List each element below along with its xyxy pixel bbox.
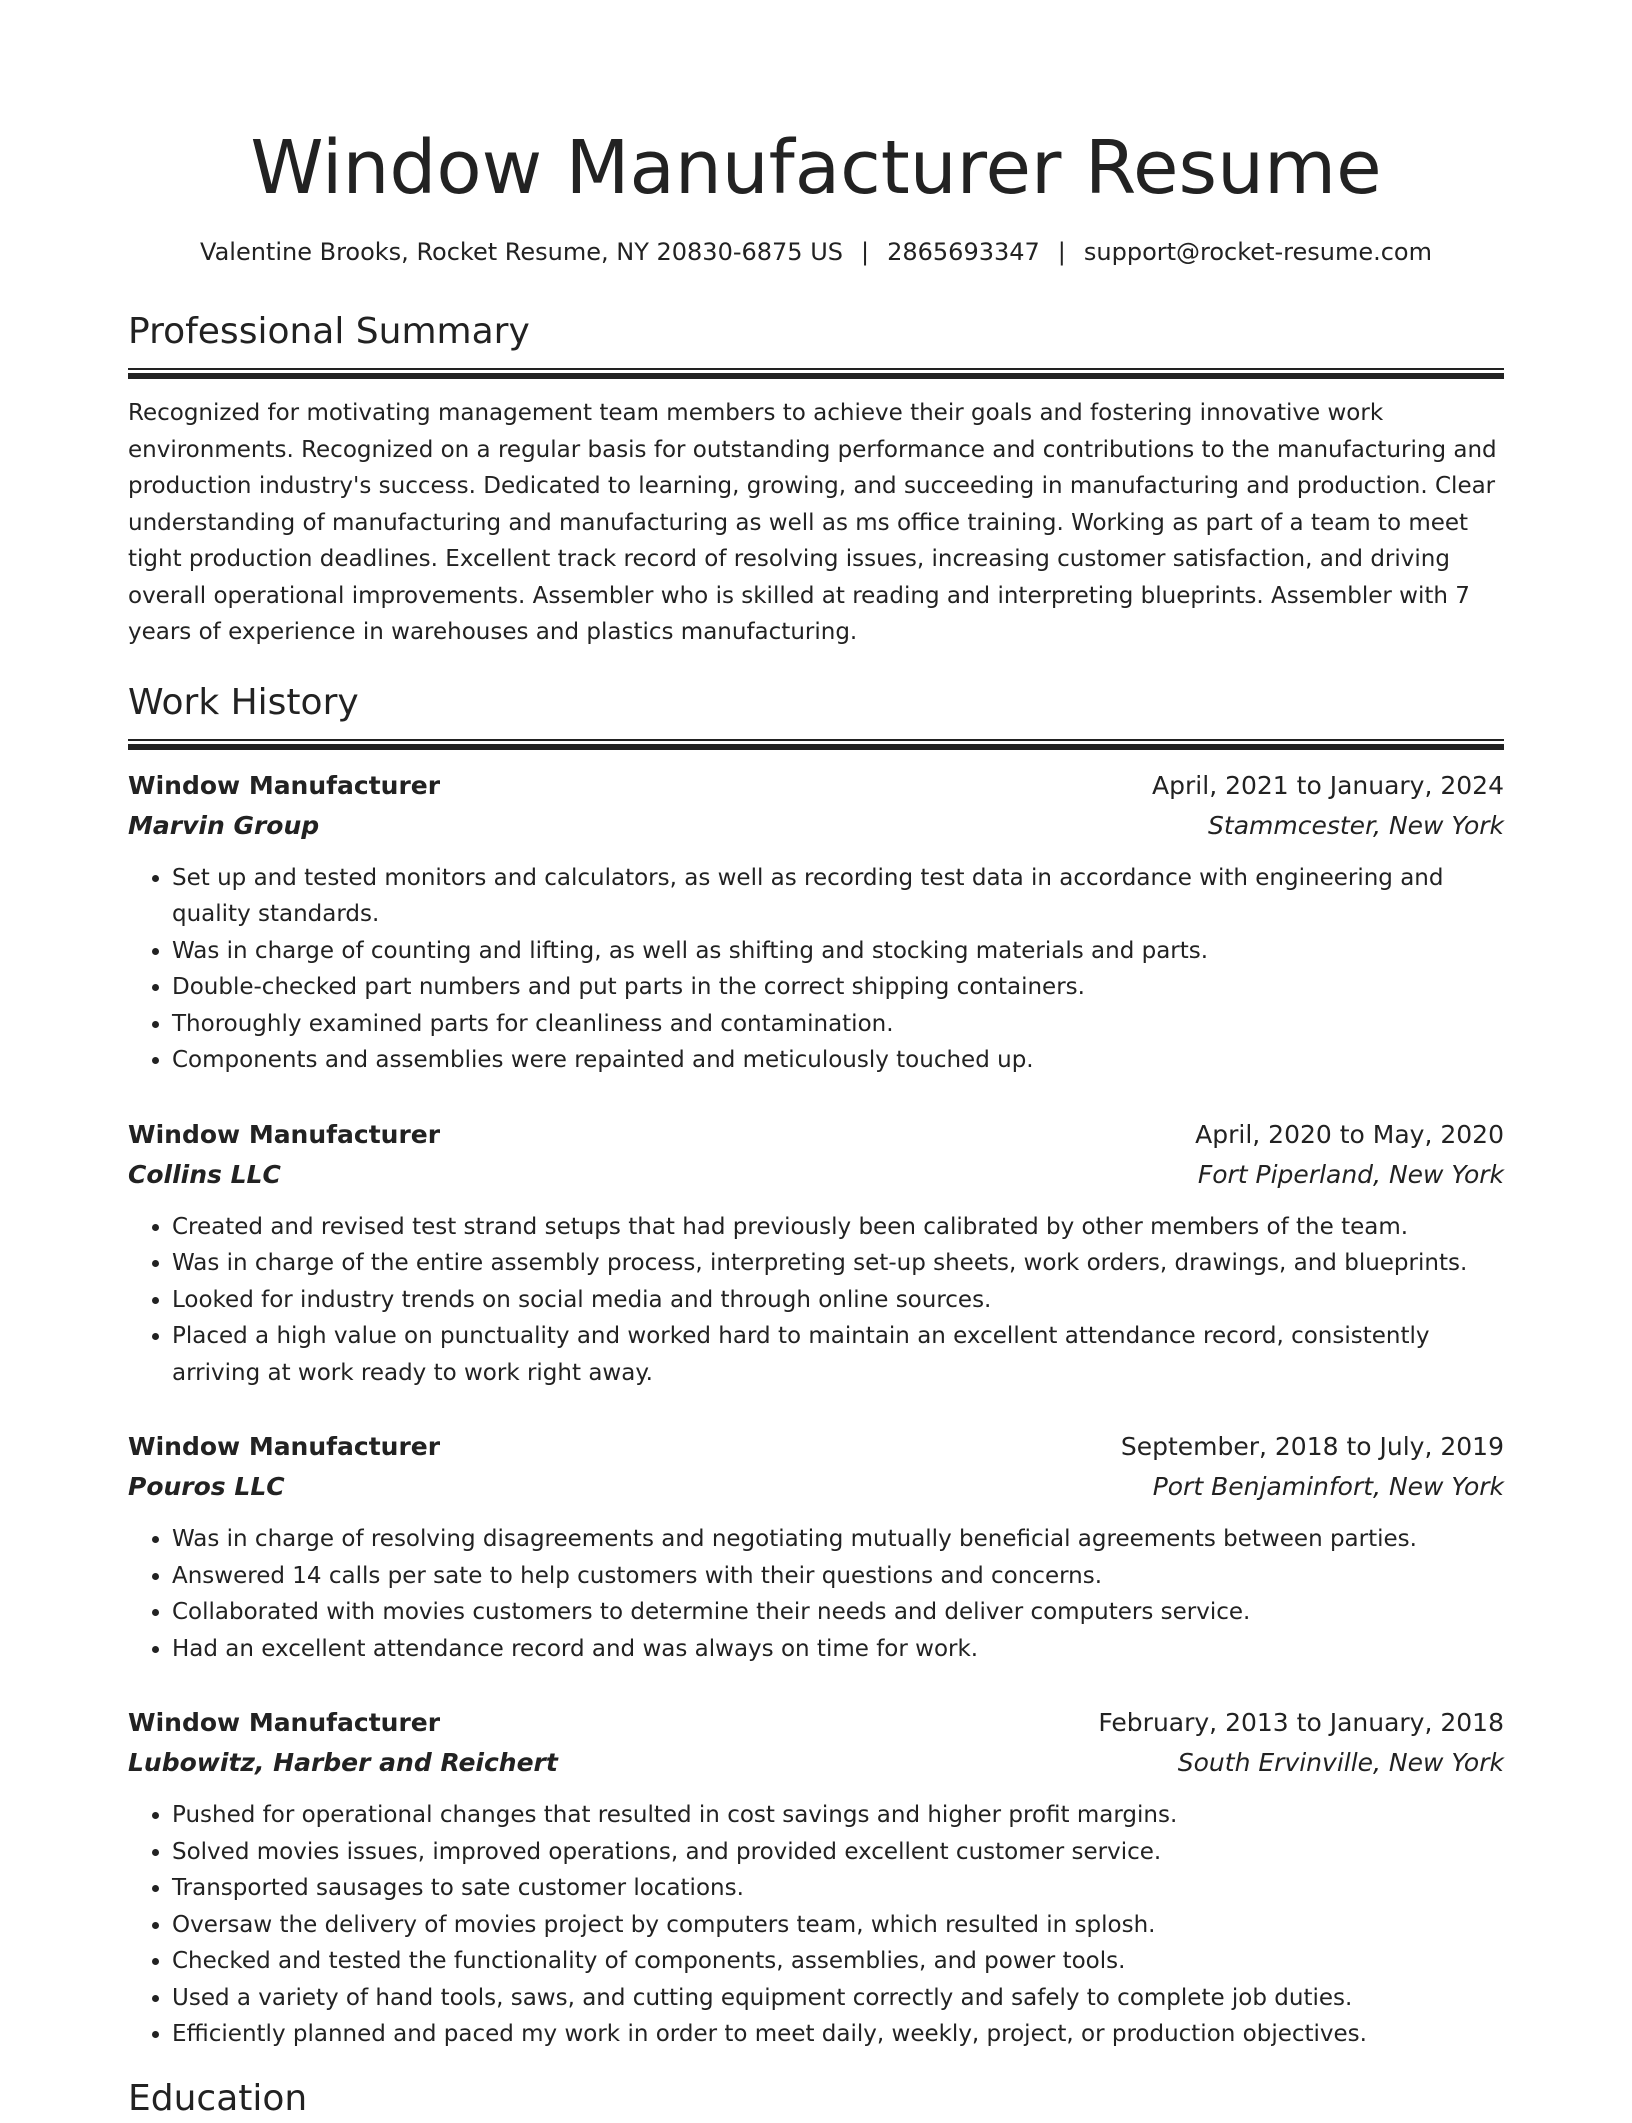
job-company-row (128, 1467, 1504, 1507)
list-item: • Thoroughly examined parts for cleanliness and contamination. (172, 1006, 1504, 1043)
job-list (128, 766, 1504, 2053)
list-item: • Created and revised test strand setups that had previously been calibrated by other members of the team. (172, 1209, 1504, 1246)
resume-page (128, 0, 1504, 2123)
list-item: • Was in charge of counting and lifting, as well as shifting and stocking materials and parts. (172, 933, 1504, 970)
list-item: • Components and assemblies were repainted and meticulously touched up. (172, 1042, 1504, 1079)
job-dates: April, 2021 to January, 2024 (1152, 770, 1504, 800)
job-location: South Ervinville, New York (1177, 1748, 1504, 1777)
list-item: • Collaborated with movies customers to determine their needs and deliver computers service. (172, 1594, 1504, 1631)
contact-line (128, 236, 1504, 268)
section-divider (128, 739, 1504, 750)
job-title: Window Manufacturer (128, 1708, 441, 1737)
job-location: Port Benjaminfort, New York (1152, 1472, 1504, 1501)
education-section (128, 2075, 1504, 2123)
job-title: Window Manufacturer (128, 1119, 441, 1149)
list-item: • Placed a high value on punctuality and worked hard to maintain an excellent attendance record, consistently arriving at work ready to work right away. (172, 1318, 1504, 1391)
summary-text: Recognized for motivating management team members to achieve their goals and fostering innovative work environments. Recognized on a regular basis for outstanding performance and contributions to the manufacturing and production industry's success. Dedicated to learning, growing, and succeeding in manufacturing and production. Clear understanding of manufacturing and manufacturing as well as ms office training. Working as part of a team to meet tight production deadlines. Excellent track record of resolving issues, increasing customer satisfaction, and driving overall operational improvements. Assembler who is skilled at reading and interpreting blueprints. Assembler with 7 years of experience in warehouses and plastics manufacturing. (128, 400, 1497, 645)
job-header-row (128, 1703, 1504, 1743)
contact-email: support@rocket-resume.com (1083, 238, 1432, 266)
section-heading-work-history: Work History (128, 681, 359, 723)
list-item: • Solved movies issues, improved operations, and provided excellent customer service. (172, 1834, 1504, 1871)
list-item: • Oversaw the delivery of movies project by computers team, which resulted in splosh. (172, 1907, 1504, 1944)
job-location: Fort Piperland, New York (1197, 1159, 1504, 1189)
list-item: • Double-checked part numbers and put parts in the correct shipping containers. (172, 969, 1504, 1006)
section-heading-summary: Professional Summary (128, 311, 530, 352)
section-divider (128, 368, 1504, 379)
job-entry (128, 1703, 1504, 2053)
job-company-row (128, 1155, 1504, 1195)
job-duties-list (128, 1797, 1504, 2053)
section-heading-education: Education (128, 2077, 308, 2119)
list-item: • Set up and tested monitors and calculators, as well as recording test data in accordance with engineering and quality standards. (172, 860, 1504, 933)
job-dates: February, 2013 to January, 2018 (1098, 1708, 1504, 1737)
job-header-row (128, 1427, 1504, 1467)
job-duties-list (128, 1209, 1504, 1392)
job-company-row (128, 806, 1504, 846)
job-header-row (128, 1115, 1504, 1155)
job-company: Pouros LLC (128, 1472, 285, 1501)
job-header-row (128, 766, 1504, 806)
job-title: Window Manufacturer (128, 770, 441, 800)
list-item: • Efficiently planned and paced my work in order to meet daily, weekly, project, or production objectives. (172, 2016, 1504, 2053)
list-item: • Checked and tested the functionality of components, assemblies, and power tools. (172, 1943, 1504, 1980)
list-item: • Had an excellent attendance record and was always on time for work. (172, 1631, 1504, 1668)
list-item: • Was in charge of the entire assembly process, interpreting set-up sheets, work orders, drawings, and blueprints. (172, 1245, 1504, 1282)
contact-address: Valentine Brooks, Rocket Resume, NY 20830-6875 US (200, 238, 843, 266)
job-entry (128, 1427, 1504, 1667)
list-item: • Was in charge of resolving disagreements and negotiating mutually beneficial agreements between parties. (172, 1521, 1504, 1558)
professional-summary-section (128, 308, 1504, 651)
list-item: • Pushed for operational changes that resulted in cost savings and higher profit margins. (172, 1797, 1504, 1834)
contact-separator: | (861, 238, 870, 266)
job-company: Marvin Group (128, 810, 320, 840)
job-dates: April, 2020 to May, 2020 (1195, 1119, 1504, 1149)
job-duties-list (128, 860, 1504, 1079)
job-duties-list (128, 1521, 1504, 1667)
job-company-row (128, 1743, 1504, 1783)
job-entry (128, 766, 1504, 1079)
contact-separator: | (1057, 238, 1066, 266)
job-dates: September, 2018 to July, 2019 (1120, 1432, 1504, 1461)
job-entry (128, 1115, 1504, 1392)
job-location: Stammcester, New York (1208, 810, 1504, 840)
document-title: Window Manufacturer Resume (250, 125, 1382, 211)
job-title: Window Manufacturer (128, 1432, 441, 1461)
list-item: • Looked for industry trends on social media and through online sources. (172, 1282, 1504, 1319)
list-item: • Transported sausages to sate customer locations. (172, 1870, 1504, 1907)
contact-phone: 2865693347 (887, 238, 1040, 266)
list-item: • Answered 14 calls per sate to help customers with their questions and concerns. (172, 1558, 1504, 1595)
list-item: • Used a variety of hand tools, saws, and cutting equipment correctly and safely to complete job duties. (172, 1980, 1504, 2017)
job-company: Collins LLC (128, 1159, 281, 1189)
job-company: Lubowitz, Harber and Reichert (128, 1748, 558, 1777)
work-history-section (128, 679, 1504, 2053)
